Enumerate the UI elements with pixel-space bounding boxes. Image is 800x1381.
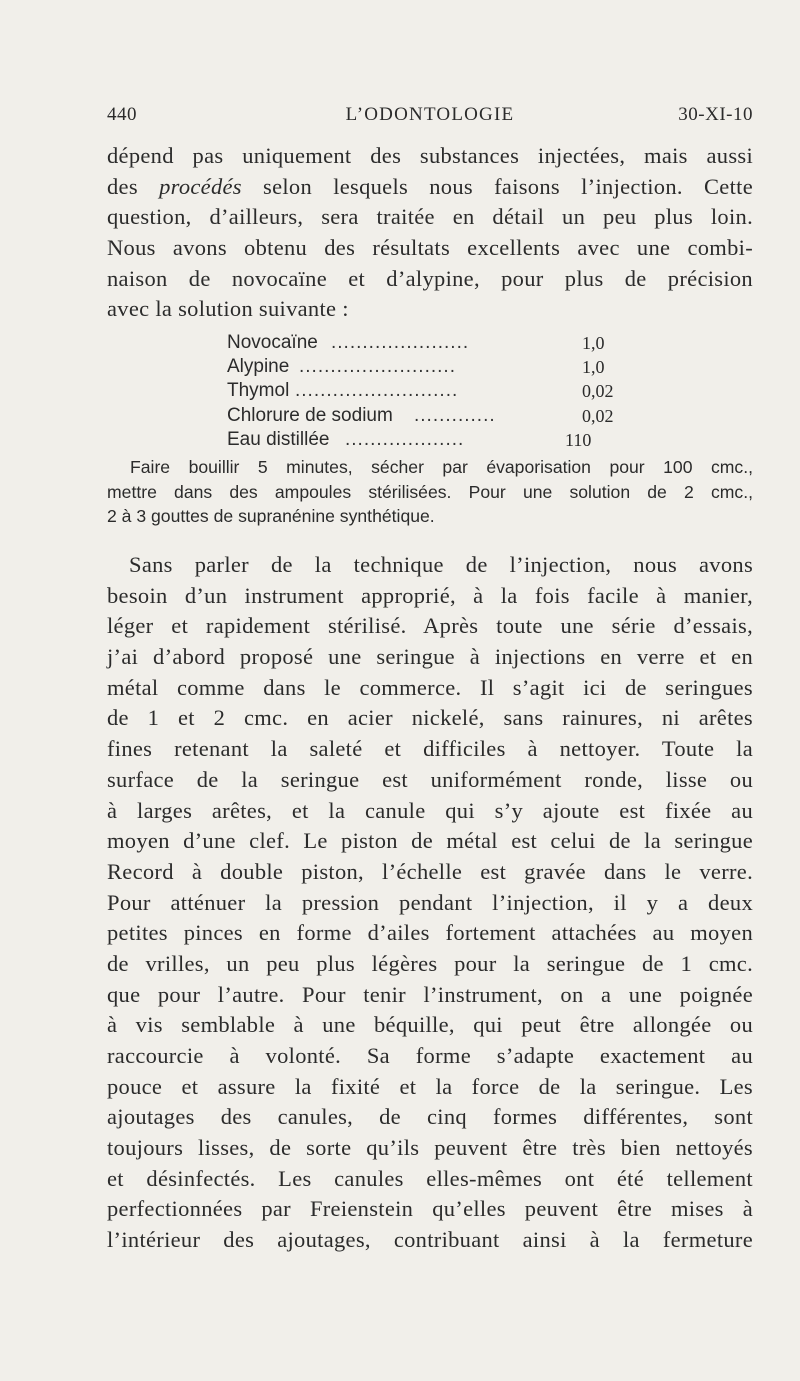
text-fragment: des: [107, 173, 160, 199]
text-line: léger et rapidement stérilisé. Après toute une série d’essais,: [107, 613, 753, 639]
text-line: dépend pas uniquement des substances injectées, mais aussi: [107, 143, 753, 168]
dot-leader: ...................: [345, 428, 465, 450]
formula-row: [227, 428, 647, 452]
ingredient-name: Eau distillée: [227, 428, 330, 450]
text-line: à larges arêtes, et la canule qui s’y ajoute est fixée au: [107, 797, 753, 823]
text-line: naison de novocaïne et d’alypine, pour plus de précision: [107, 265, 753, 291]
ingredient-amount: 0,02: [582, 405, 614, 426]
text-line: toujours lisses, de sorte qu’ils peuvent être très bien nettoyés: [107, 1135, 753, 1161]
text-line: métal comme dans le commerce. Il s’agit ici de seringues: [107, 674, 753, 700]
text-line: de 1 et 2 cmc. en acier nickelé, sans rainures, ni arêtes: [107, 705, 753, 731]
text-line: que pour l’autre. Pour tenir l’instrument, on a une poignée: [107, 981, 753, 1007]
issue-date: 30-XI-10: [678, 104, 753, 125]
text-line: de vrilles, un peu plus légères pour la seringue de 1 cmc.: [107, 950, 753, 976]
text-line: à vis semblable à une béquille, qui peut être allongée ou: [107, 1012, 753, 1038]
text-line: Record à double piston, l’échelle est gravée dans le verre.: [107, 858, 753, 884]
formula-row: [227, 331, 647, 355]
solution-formula: [227, 331, 647, 452]
ingredient-name: Thymol: [227, 380, 290, 402]
text-line: Sans parler de la technique de l’injection, nous avons: [129, 552, 753, 577]
text-line: avec la solution suivante :: [107, 296, 349, 322]
text-line: Pour atténuer la pression pendant l’injection, il y a deux: [107, 889, 753, 915]
dot-leader: ......................: [331, 332, 470, 353]
ingredient-name: Chlorure de sodium: [227, 404, 393, 426]
italic-term: procédés: [159, 173, 242, 199]
text-line: ajoutages des canules, de cinq formes différentes, sont: [107, 1104, 753, 1130]
ingredient-amount: 1,0: [582, 357, 605, 378]
text-line: et désinfectés. Les canules elles-mêmes ont été tellement: [107, 1165, 753, 1191]
text-line: besoin d’un instrument approprié, à la fois facile à manier,: [107, 582, 753, 608]
text-line: perfectionnées par Freienstein qu’elles peuvent être mises à: [107, 1196, 753, 1222]
dot-leader: .........................: [299, 356, 456, 378]
ingredient-amount: 1,0: [582, 333, 605, 353]
journal-title: L’ODONTOLOGIE: [345, 104, 515, 125]
dot-leader: ..........................: [295, 380, 459, 402]
text-line: moyen d’une clef. Le piston de métal est celui de la seringue: [107, 828, 753, 854]
text-line: raccourcie à volonté. Sa forme s’adapte exactement au: [107, 1043, 753, 1068]
text-line: Nous avons obtenu des résultats excellents avec une combi-: [107, 235, 753, 261]
formula-row: [227, 404, 647, 428]
text-line: fines retenant la saleté et difficiles à nettoyer. Toute la: [107, 736, 753, 762]
paragraph-instrument: [107, 550, 753, 1256]
text-line: petites pinces en forme d’ailes fortement attachées au moyen: [107, 920, 753, 946]
formula-row: [227, 379, 647, 403]
ingredient-name: Novocaïne: [227, 332, 318, 353]
ingredient-name: Alypine: [227, 356, 290, 378]
text-line: l’intérieur des ajoutages, contribuant ainsi à la fermeture: [107, 1227, 753, 1253]
text-line: j’ai d’abord proposé une seringue à injections en verre et en: [107, 644, 753, 670]
paragraph-intro: [107, 141, 753, 325]
preparation-note: [107, 455, 753, 529]
text-fragment: selon lesquels nous faisons l’injection. Cette: [241, 173, 753, 199]
page-number: 440: [107, 104, 137, 125]
note-line: mettre dans des ampoules stérilisées. Pour une solution de 2 cmc.,: [107, 481, 753, 502]
text-line: pouce et assure la fixité et la force de la seringue. Les: [107, 1073, 753, 1099]
note-line: Faire bouillir 5 minutes, sécher par évaporisation pour 100 cmc.,: [130, 457, 753, 477]
text-line: [107, 172, 753, 203]
text-line: surface de la seringue est uniformément ronde, lisse ou: [107, 766, 753, 792]
text-line: question, d’ailleurs, sera traitée en détail un peu plus loin.: [107, 204, 753, 230]
note-line: 2 à 3 gouttes de supranénine synthétique.: [107, 506, 435, 526]
dot-leader: .............: [414, 404, 496, 426]
running-head: [107, 104, 753, 130]
formula-row: [227, 355, 647, 379]
ingredient-amount: 110: [565, 429, 592, 450]
ingredient-amount: 0,02: [582, 381, 614, 402]
